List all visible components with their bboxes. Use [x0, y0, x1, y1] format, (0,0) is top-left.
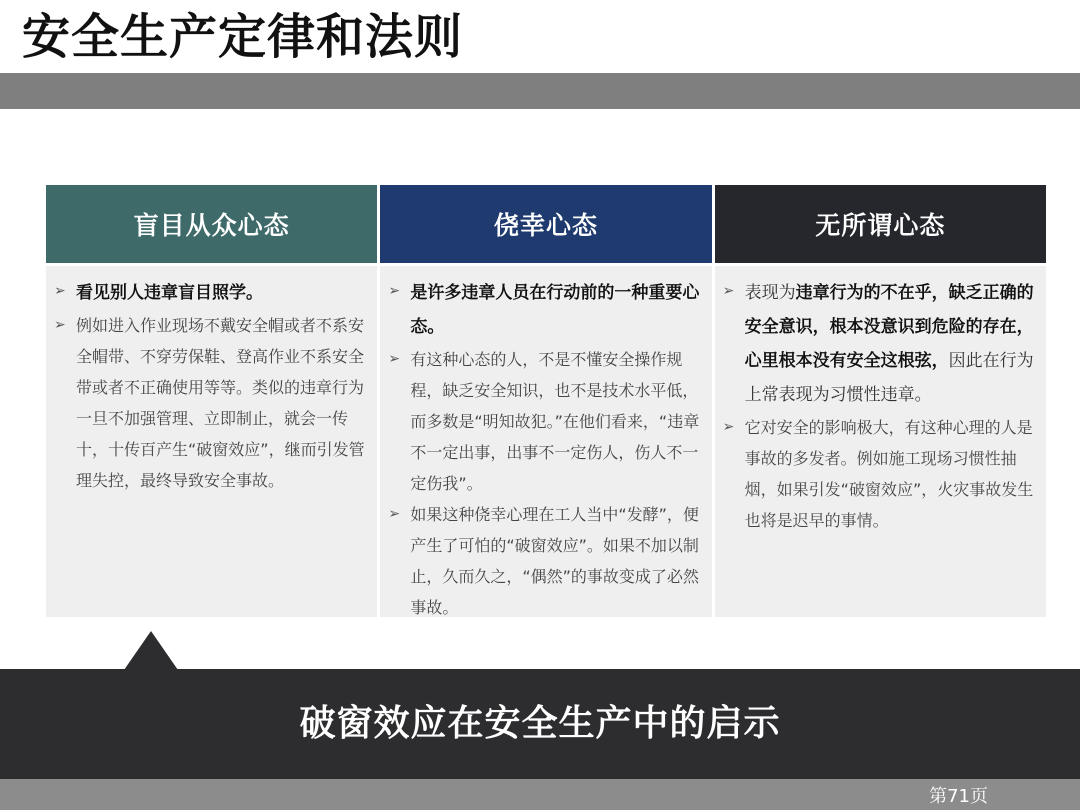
bullet-text-prefix: 表现为 [744, 283, 796, 303]
arrow-bullet-icon: ➢ [722, 419, 735, 435]
bullet-text [745, 276, 1036, 412]
bullet-text: 是许多违章人员在行动前的一种重要心态。 [410, 283, 700, 337]
arrow-bullet-icon: ➢ [54, 317, 66, 333]
bullet-text: 它对安全的影响极大，有这种心理的人是事故的多发者。例如施工现场习惯性抽烟，如果引发“破窗效应”，火灾事故发生也将是迟早的事情。 [744, 418, 1034, 530]
title-underline-bar [0, 73, 1080, 109]
column-heading: 无所谓心态 [715, 185, 1046, 263]
page-title: 安全生产定律和法则 [22, 9, 464, 65]
bullet-text: 有这种心态的人，不是不懂安全操作规程，缺乏安全知识，也不是技术水平低，而多数是“明知故犯。”在他们看来，“违章不一定出事，出事不一定伤人，伤人不一定伤我”。 [410, 350, 700, 493]
arrow-bullet-icon: ➢ [388, 283, 401, 299]
bullet-text: 如果这种侥幸心理在工人当中“发酵”，便产生了可怕的“破窗效应”。如果不加以制止，久而久之，“偶然”的事故变成了必然事故。 [410, 505, 699, 617]
bullet-item [388, 276, 701, 344]
banner-text: 破窗效应在安全生产中的启示 [299, 702, 781, 744]
bullet-item [388, 344, 701, 499]
column-body [715, 266, 1046, 617]
column-luck-mentality [380, 185, 711, 617]
arrow-bullet-icon: ➢ [54, 283, 66, 299]
bullet-item [388, 499, 701, 617]
column-body [380, 266, 711, 617]
column-heading: 侥幸心态 [380, 185, 711, 263]
bullet-item [723, 412, 1036, 536]
bullet-text: 例如进入作业现场不戴安全帽或者不系安全帽带、不穿劳保鞋、登高作业不系安全带或者不正确使用等等。类似的违章行为一旦不加强管理、立即制止，就会一传十，十传百产生“破窗效应”，继而引发管理失控，最终导致安全事故。 [76, 316, 365, 490]
mindset-columns [46, 185, 1046, 617]
bullet-text: 看见别人违章盲目照学。 [76, 283, 263, 303]
bullet-item [54, 276, 367, 310]
footer-bar [0, 779, 1080, 810]
column-indifference-mentality [715, 185, 1046, 617]
column-heading: 盲目从众心态 [46, 185, 377, 263]
banner-pointer-triangle [124, 631, 178, 670]
arrow-bullet-icon: ➢ [388, 506, 401, 522]
bullet-item [723, 276, 1036, 412]
arrow-bullet-icon: ➢ [722, 283, 735, 299]
bullet-text-emphasis: 违章行为的不在乎，缺乏正确的安全意识，根本没意识到危险的存在，心里根本没有安全这根弦， [744, 283, 1034, 371]
page-number: 第71页 [929, 786, 988, 807]
column-body [46, 266, 377, 617]
conclusion-banner [0, 669, 1080, 779]
arrow-bullet-icon: ➢ [388, 351, 401, 367]
bullet-item [54, 310, 367, 496]
column-herd-mentality [46, 185, 377, 617]
bullet-text-suffix: 因此在行为上常表现为习惯性违章。 [744, 351, 1034, 405]
